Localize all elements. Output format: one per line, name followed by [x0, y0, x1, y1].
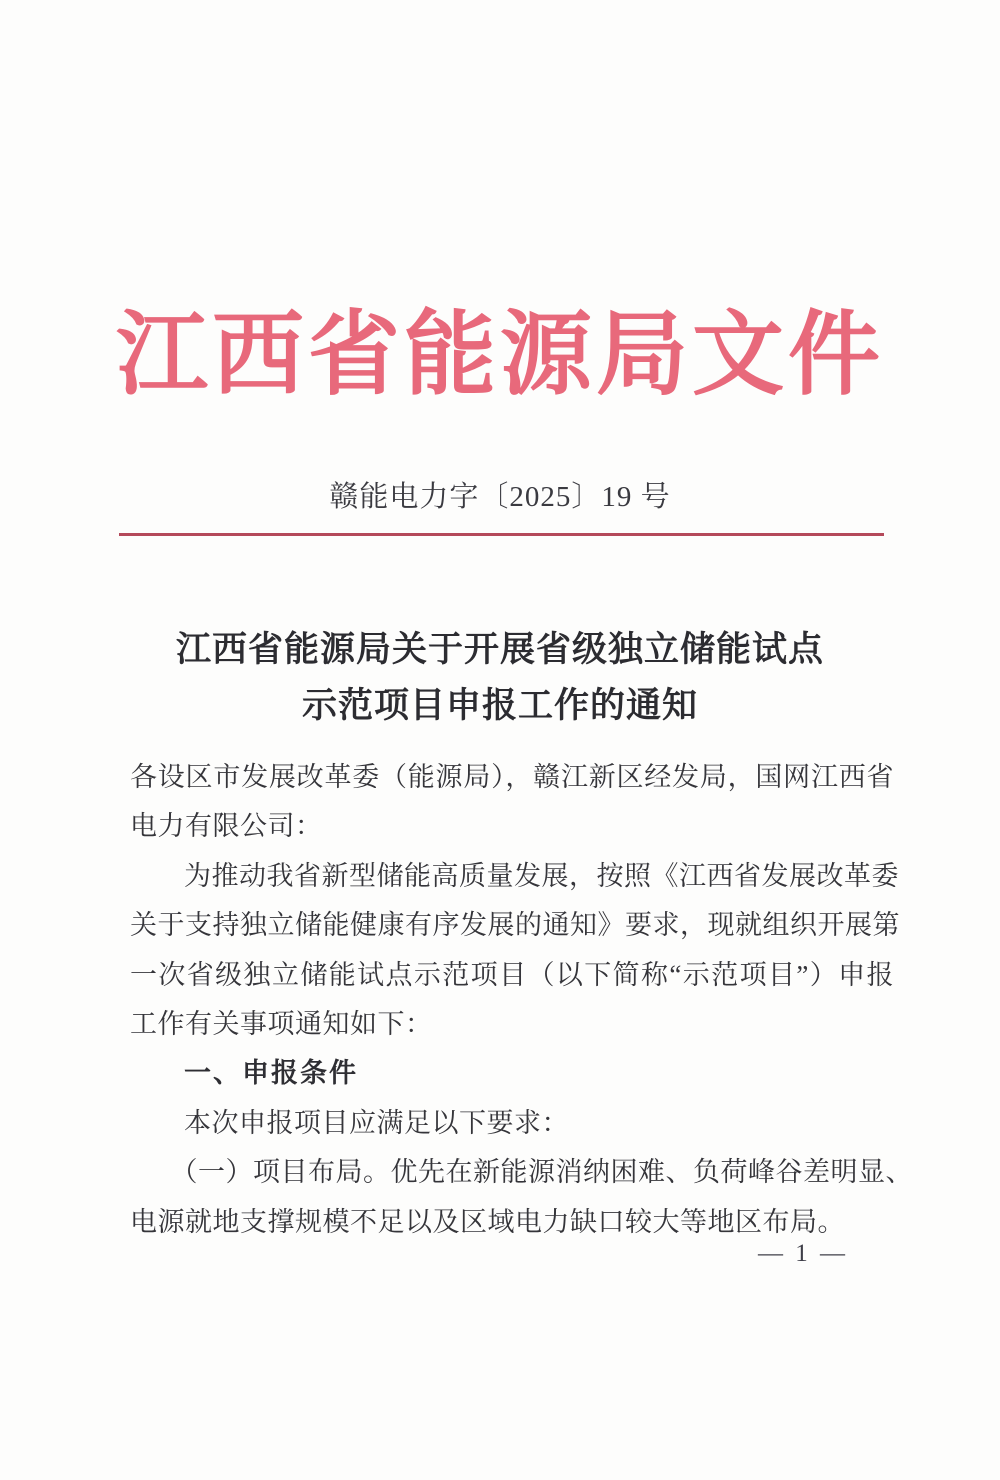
body-line-item-1a: （一）项目布局。优先在新能源消纳困难、负荷峰谷差明显、 — [170, 1157, 913, 1188]
body-line-paragraph-1d: 工作有关事项通知如下： — [130, 1009, 433, 1040]
document-title — [0, 622, 1000, 734]
body-line-paragraph-1a: 为推动我省新型储能高质量发展，按照《江西省发展改革委 — [184, 860, 899, 891]
body-line-paragraph-1c: 一次省级独立储能试点示范项目（以下简称“示范项目”）申报 — [130, 959, 894, 990]
body-line-requirements-intro: 本次申报项目应满足以下要求： — [184, 1107, 569, 1138]
page-number: — 1 — — [758, 1240, 848, 1267]
agency-banner-title: 江西省能源局文件 — [115, 304, 884, 406]
body-line-paragraph-1b: 关于支持独立储能健康有序发展的通知》要求，现就组织开展第 — [130, 910, 900, 941]
body-line-item-1b: 电源就地支撑规模不足以及区域电力缺口较大等地区布局。 — [130, 1206, 845, 1237]
document-title-line-1: 江西省能源局关于开展省级独立储能试点 — [175, 630, 824, 669]
red-divider-rule — [119, 533, 884, 536]
body-line-recipients-2: 电力有限公司： — [130, 811, 323, 842]
document-title-line-2: 示范项目申报工作的通知 — [301, 686, 698, 725]
body-section-heading-1: 一、申报条件 — [184, 1058, 358, 1089]
document-reference-number: 赣能电力字〔2025〕19 号 — [329, 481, 671, 513]
body-line-recipients-1: 各设区市发展改革委（能源局），赣江新区经发局，国网江西省 — [130, 762, 894, 792]
document-body — [130, 753, 913, 1247]
